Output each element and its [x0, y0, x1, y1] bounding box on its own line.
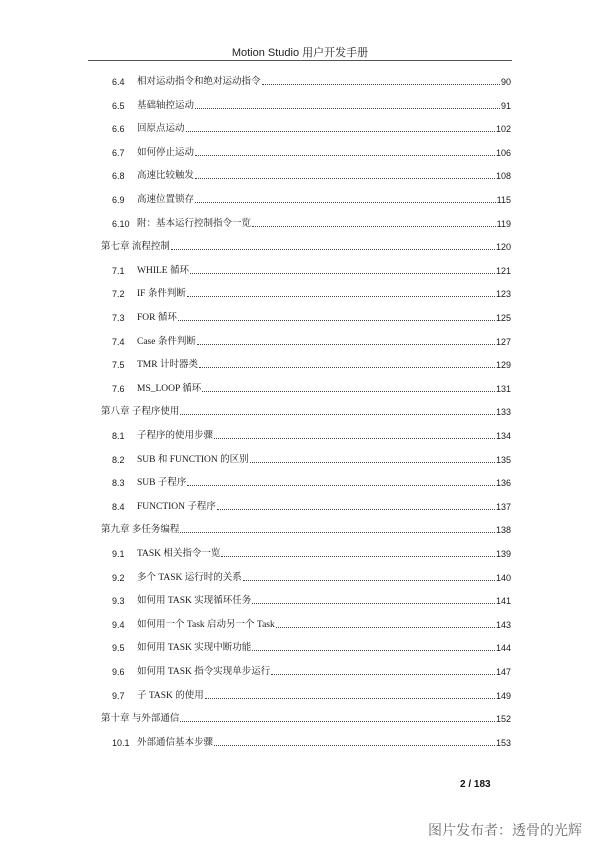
toc-entry-page: 138	[495, 525, 511, 536]
toc-dot-leader	[214, 744, 495, 746]
toc-entry-title: FOR 循环	[137, 313, 177, 323]
toc-entry-number: 8.1	[112, 431, 125, 441]
toc-chapter-entry[interactable]	[101, 709, 511, 725]
toc-chapter-entry[interactable]	[101, 520, 511, 536]
toc-dot-leader	[214, 437, 495, 439]
toc-section-entry[interactable]	[112, 214, 511, 230]
toc-dot-leader	[271, 673, 495, 675]
toc-section-entry[interactable]	[112, 308, 511, 324]
toc-entry-number: 9.6	[112, 667, 125, 677]
toc-section-entry[interactable]	[112, 119, 511, 135]
toc-entry-number: 7.1	[112, 265, 125, 276]
toc-dot-leader	[187, 484, 495, 486]
toc-entry-number: 7.2	[112, 289, 125, 300]
toc-entry-title: 子 TASK 的使用	[137, 690, 204, 701]
toc-section-entry[interactable]	[112, 686, 511, 702]
toc-entry-page: 137	[495, 501, 511, 512]
toc-entry-page: 125	[495, 313, 511, 323]
toc-chapter-entry[interactable]	[101, 402, 511, 418]
toc-entry-page: 139	[495, 549, 511, 559]
toc-entry-number: 6.7	[112, 147, 125, 158]
toc-section-entry[interactable]	[112, 143, 511, 159]
toc-section-entry[interactable]	[112, 284, 511, 300]
toc-entry-title: 如何用 TASK 实现中断功能	[137, 643, 252, 654]
toc-entry-page: 147	[495, 667, 511, 677]
toc-entry-title: 子程序的使用步骤	[137, 431, 214, 441]
toc-entry-title: Case 条件判断	[137, 336, 196, 347]
toc-section-entry[interactable]	[112, 379, 511, 395]
toc-entry-number: 6.9	[112, 195, 125, 205]
toc-entry-number: 9.4	[112, 619, 125, 630]
toc-dot-leader	[186, 130, 495, 132]
toc-section-entry[interactable]	[112, 733, 511, 749]
toc-entry-title: 附：基本运行控制指令一览	[137, 218, 252, 229]
toc-entry-number: 6.6	[112, 124, 125, 135]
toc-dot-leader	[252, 225, 496, 227]
toc-entry-page: 119	[496, 218, 511, 229]
toc-section-entry[interactable]	[112, 332, 511, 348]
toc-entry-title: IF 条件判断	[137, 289, 186, 300]
toc-dot-leader	[217, 508, 495, 510]
toc-dot-leader	[180, 413, 495, 415]
toc-entry-number: 9.1	[112, 549, 125, 559]
toc-chapter-entry[interactable]	[101, 237, 511, 253]
toc-entry-title: 基础轴控运动	[137, 100, 195, 111]
toc-dot-leader	[180, 531, 495, 533]
toc-entry-page: 143	[495, 619, 511, 630]
toc-dot-leader	[197, 343, 495, 345]
toc-entry-title: 如何停止运动	[137, 147, 195, 158]
toc-entry-title: 如何用一个 Task 启动另一个 Task	[137, 619, 275, 630]
toc-dot-leader	[252, 649, 495, 651]
header-divider	[88, 60, 512, 61]
toc-entry-number: 8.4	[112, 501, 125, 512]
toc-dot-leader	[262, 83, 500, 85]
toc-dot-leader	[250, 461, 495, 463]
toc-entry-page: 131	[495, 383, 511, 394]
toc-entry-page: 127	[495, 336, 511, 347]
toc-entry-page: 106	[495, 147, 511, 158]
toc-entry-title: 高速位置锁存	[137, 195, 195, 205]
toc-entry-title: 多个 TASK 运行时的关系	[137, 572, 242, 583]
toc-entry-page: 140	[495, 572, 511, 583]
toc-entry-title: 第九章 多任务编程	[101, 525, 180, 536]
toc-entry-title: 第八章 子程序使用	[101, 407, 180, 418]
toc-entry-title: 如何用 TASK 实现循环任务	[137, 596, 252, 607]
toc-entry-number: 8.2	[112, 454, 125, 465]
toc-dot-leader	[180, 720, 495, 722]
toc-entry-number: 7.3	[112, 313, 125, 323]
toc-entry-page: 144	[495, 643, 511, 654]
toc-entry-title: FUNCTION 子程序	[137, 501, 216, 512]
toc-dot-leader	[202, 390, 495, 392]
toc-section-entry[interactable]	[112, 497, 511, 513]
toc-entry-page: 129	[495, 360, 511, 371]
toc-dot-leader	[243, 579, 495, 581]
toc-entry-page: 133	[495, 407, 511, 418]
toc-section-entry[interactable]	[112, 72, 511, 88]
toc-section-entry[interactable]	[112, 568, 511, 584]
toc-entry-number: 6.5	[112, 100, 125, 111]
toc-entry-number: 7.5	[112, 360, 125, 371]
toc-entry-number: 9.7	[112, 690, 125, 701]
toc-entry-number: 6.4	[112, 77, 125, 87]
toc-entry-title: 第十章 与外部通信	[101, 714, 180, 725]
toc-section-entry[interactable]	[112, 544, 511, 560]
toc-dot-leader	[195, 177, 495, 179]
toc-dot-leader	[195, 107, 500, 109]
toc-entry-number: 9.5	[112, 643, 125, 654]
toc-entry-page: 135	[495, 454, 511, 465]
toc-entry-page: 152	[495, 714, 511, 725]
toc-section-entry[interactable]	[112, 615, 511, 631]
toc-section-entry[interactable]	[112, 591, 511, 607]
toc-entry-page: 115	[496, 195, 511, 205]
toc-entry-number: 6.10	[112, 218, 130, 229]
toc-entry-page: 102	[495, 124, 511, 135]
toc-dot-leader	[252, 602, 495, 604]
toc-section-entry[interactable]	[112, 355, 511, 371]
toc-entry-page: 121	[495, 265, 511, 276]
toc-dot-leader	[276, 626, 495, 628]
toc-entry-title: TASK 相关指令一览	[137, 549, 221, 559]
page-number: 2 / 183	[460, 779, 491, 790]
toc-section-entry[interactable]	[112, 450, 511, 466]
toc-entry-title: 相对运动指令和绝对运动指令	[137, 77, 261, 87]
toc-section-entry[interactable]	[112, 638, 511, 654]
toc-entry-title: SUB 子程序	[137, 478, 187, 489]
toc-dot-leader	[190, 272, 495, 274]
toc-entry-page: 123	[495, 289, 511, 300]
page-header: Motion Studio 用户开发手册	[231, 47, 369, 59]
toc-entry-title: 外部通信基本步骤	[137, 737, 214, 748]
toc-section-entry[interactable]	[112, 261, 511, 277]
toc-entry-number: 10.1	[112, 737, 130, 748]
toc-entry-title: 回原点运动	[137, 124, 185, 135]
toc-entry-number: 6.8	[112, 171, 125, 182]
toc-entry-number: 7.4	[112, 336, 125, 347]
toc-entry-title: TMR 计时器类	[137, 360, 198, 371]
toc-dot-leader	[195, 201, 496, 203]
toc-dot-leader	[178, 319, 495, 321]
toc-entry-page: 120	[495, 242, 511, 253]
toc-section-entry[interactable]	[112, 190, 511, 206]
toc-entry-page: 134	[495, 431, 511, 441]
toc-dot-leader	[221, 555, 495, 557]
toc-section-entry[interactable]	[112, 166, 511, 182]
toc-entry-title: 第七章 流程控制	[101, 242, 170, 253]
toc-entry-page: 91	[500, 100, 511, 111]
toc-entry-number: 9.3	[112, 596, 125, 607]
toc-entry-page: 153	[495, 737, 511, 748]
toc-entry-number: 9.2	[112, 572, 125, 583]
toc-entry-page: 136	[495, 478, 511, 489]
toc-entry-number: 8.3	[112, 478, 125, 489]
toc-entry-title: MS_LOOP 循环	[137, 383, 202, 394]
toc-dot-leader	[199, 366, 495, 368]
toc-entry-title: 如何用 TASK 指令实现单步运行	[137, 667, 271, 677]
watermark: 图片发布者：透骨的光辉	[428, 823, 582, 839]
toc-entry-page: 149	[495, 690, 511, 701]
toc-entry-page: 90	[500, 77, 511, 87]
toc-dot-leader	[205, 697, 495, 699]
toc-entry-title: 高速比较触发	[137, 171, 195, 182]
toc-entry-number: 7.6	[112, 383, 125, 394]
toc-entry-page: 141	[495, 596, 511, 607]
toc-section-entry[interactable]	[112, 426, 511, 442]
toc-entry-page: 108	[495, 171, 511, 182]
toc-section-entry[interactable]	[112, 96, 511, 112]
toc-dot-leader	[171, 248, 495, 250]
toc-entry-title: WHILE 循环	[137, 265, 189, 276]
toc-dot-leader	[187, 295, 495, 297]
toc-entry-title: SUB 和 FUNCTION 的区别	[137, 454, 249, 465]
toc-dot-leader	[195, 154, 495, 156]
toc-section-entry[interactable]	[112, 662, 511, 678]
toc-section-entry[interactable]	[112, 473, 511, 489]
